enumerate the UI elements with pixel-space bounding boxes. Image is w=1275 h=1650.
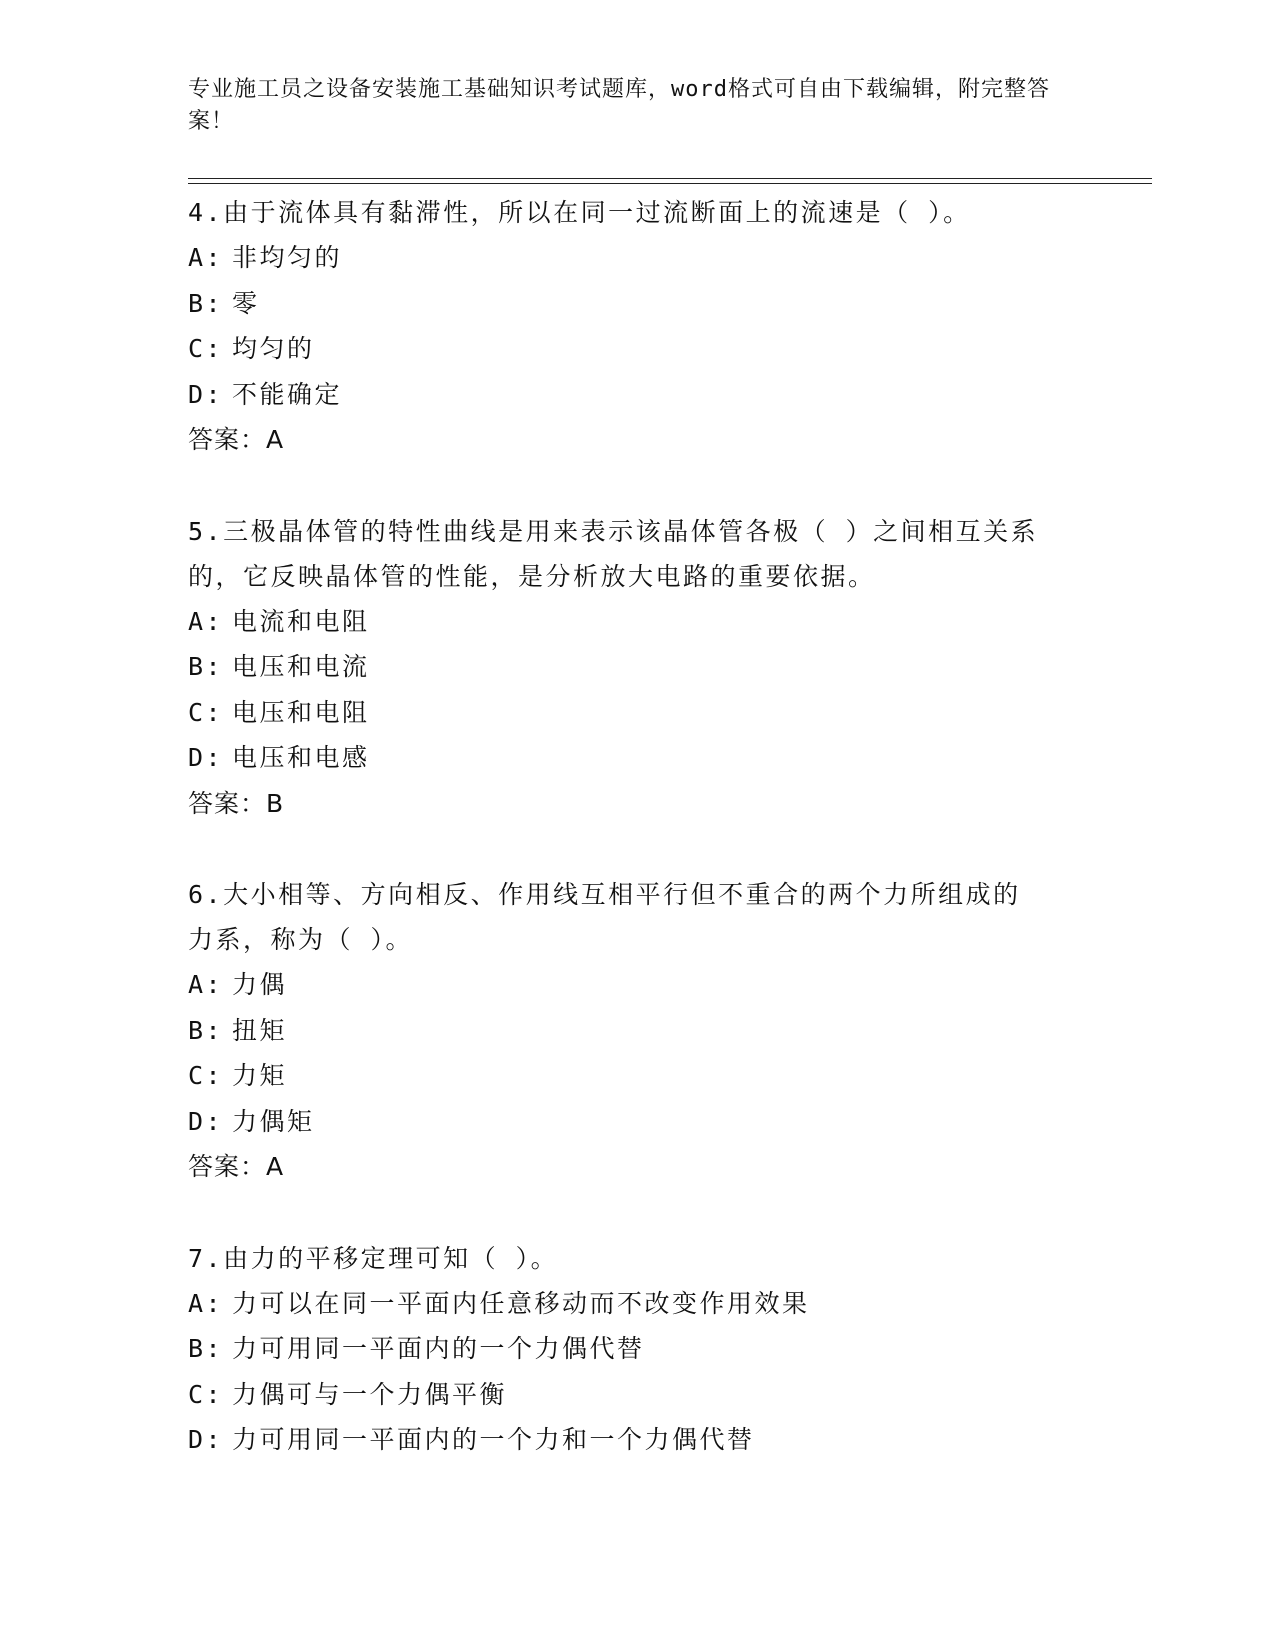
option-text: 不能确定 [232,379,343,409]
header-divider-top [188,178,1152,179]
question-6 [188,872,1088,1190]
question-stem: 5.三极晶体管的特性曲线是用来表示该晶体管各极（ ）之间相互关系的，它反映晶体管的性能，是分析放大电路的重要依据。 [188,516,1039,591]
option-label: D: [188,1106,224,1136]
option-label: D: [188,1425,224,1454]
option-b [188,1008,1088,1054]
option-label: D: [188,379,224,409]
option-b [188,644,1088,690]
option-text: 非均匀的 [232,243,343,272]
option-c [188,326,1088,372]
option-b [188,1326,1088,1372]
option-text: 力矩 [232,1061,288,1090]
option-a [188,235,1088,281]
option-a [188,962,1088,1008]
answer: 答案：A [188,1152,285,1181]
option-text: 电压和电阻 [232,697,370,727]
page-header: 专业施工员之设备安装施工基础知识考试题库，word格式可自由下载编辑，附完整答案！ [188,77,1050,134]
option-c [188,1053,1088,1099]
question-5 [188,509,1088,827]
question-list [188,190,1088,1509]
option-text: 力可用同一平面内的一个力偶代替 [232,1334,645,1363]
option-c [188,1372,1088,1418]
option-text: 力可以在同一平面内任意移动而不改变作用效果 [232,1288,810,1318]
option-b [188,281,1088,327]
question-4 [188,190,1088,463]
option-label: B: [188,288,224,318]
answer: 答案：A [188,425,285,454]
option-text: 电流和电阻 [232,606,370,636]
answer: 答案：B [188,788,285,818]
option-label: C: [188,697,224,727]
option-a [188,1281,1088,1327]
question-stem: 4.由于流体具有黏滞性，所以在同一过流断面上的流速是（ ）。 [188,198,971,227]
option-label: B: [188,1334,224,1363]
question-stem: 7.由力的平移定理可知（ ）。 [188,1243,559,1273]
option-text: 力偶可与一个力偶平衡 [232,1379,508,1409]
option-text: 力偶矩 [232,1106,315,1136]
option-text: 均匀的 [232,334,315,363]
option-label: B: [188,1015,224,1045]
option-label: B: [188,652,224,681]
option-c [188,690,1088,736]
option-text: 力可用同一平面内的一个力和一个力偶代替 [232,1425,755,1454]
option-label: A: [188,606,224,636]
option-d [188,735,1088,781]
option-label: C: [188,334,224,363]
option-text: 零 [232,288,260,318]
option-d [188,1099,1088,1145]
option-label: A: [188,243,224,272]
option-label: A: [188,1288,224,1318]
option-label: D: [188,743,224,772]
option-text: 力偶 [232,970,288,999]
option-text: 电压和电感 [232,743,370,772]
option-d [188,372,1088,418]
option-text: 电压和电流 [232,652,370,681]
header-divider-bottom [188,183,1152,184]
option-a [188,599,1088,645]
option-d [188,1417,1088,1463]
question-7 [188,1236,1088,1463]
option-label: A: [188,970,224,999]
option-label: C: [188,1061,224,1090]
option-text: 扭矩 [232,1015,288,1045]
option-label: C: [188,1379,224,1409]
question-stem: 6.大小相等、方向相反、作用线互相平行但不重合的两个力所组成的力系，称为（ ）。 [188,880,1021,954]
